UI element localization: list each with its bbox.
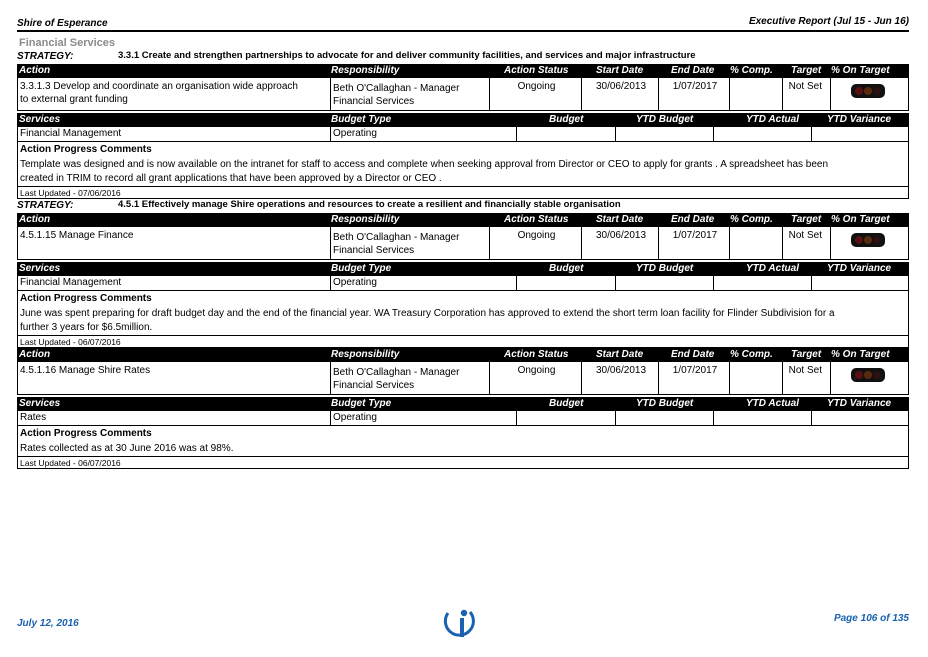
col-header-start-date: Start Date [596, 65, 644, 76]
col-header-comp: % Comp. [730, 349, 773, 360]
col-header-ytd-budget: YTD Budget [636, 263, 694, 274]
traffic-light-icon [851, 233, 885, 247]
col-header-budget: Budget [549, 398, 584, 409]
col-header-ytd-budget: YTD Budget [636, 398, 694, 409]
col-header-end-date: End Date [671, 214, 715, 225]
services-header-bar [17, 113, 909, 127]
comments-text [18, 156, 908, 186]
comments-box [17, 426, 909, 469]
services-cell [18, 411, 330, 425]
col-header-on-target: % On Target [831, 214, 890, 225]
value-status: Ongoing [517, 81, 556, 92]
comments-box [17, 142, 909, 199]
cell-start [581, 362, 658, 394]
value-end: 1/07/2017 [672, 81, 718, 92]
col-header-action: Action [19, 65, 51, 76]
cell-status [489, 227, 581, 259]
red-lamp [855, 236, 863, 244]
last-updated: Last Updated - 06/07/2016 [18, 335, 908, 347]
cell-target [782, 362, 830, 394]
action-header-bar [17, 213, 909, 227]
col-header-action-status: Action Status [504, 214, 569, 225]
service-name: Financial Management [20, 277, 122, 288]
strategy-text: 4.5.1 Effectively manage Shire operations and resources to create a resilient and financially stable organisation [118, 199, 621, 210]
cell-end [658, 227, 729, 259]
services-cell [713, 411, 811, 425]
amber-lamp [864, 236, 872, 244]
services-header-bar [17, 397, 909, 411]
strategy-label: STRATEGY: [17, 51, 74, 62]
col-header-target: Target [791, 214, 822, 225]
services-cell [615, 411, 713, 425]
col-header-ytd-actual: YTD Actual [746, 398, 799, 409]
col-header-services: Services [19, 114, 61, 125]
col-header-ytd-variance: YTD Variance [827, 114, 892, 125]
col-header-end-date: End Date [671, 65, 715, 76]
value-target: Not Set [788, 230, 822, 241]
action-line-1: 3.3.1.3 Develop and coordinate an organisation wide approach [20, 81, 298, 92]
cell-responsibility [330, 362, 489, 394]
strategy-row [17, 199, 909, 213]
services-cell [811, 276, 910, 290]
service-name: Financial Management [20, 128, 122, 139]
col-header-services: Services [19, 398, 61, 409]
col-header-services: Services [19, 263, 61, 274]
strategy-row [17, 50, 909, 64]
cell-target [782, 78, 830, 110]
action-header-bar [17, 348, 909, 362]
col-header-budget-type: Budget Type [331, 398, 392, 409]
red-lamp [855, 371, 863, 379]
col-header-ytd-variance: YTD Variance [827, 263, 892, 274]
col-header-ytd-actual: YTD Actual [746, 114, 799, 125]
cell-start [581, 78, 658, 110]
col-header-start-date: Start Date [596, 214, 644, 225]
footer-date: July 12, 2016 [17, 618, 79, 629]
services-cell [516, 411, 615, 425]
services-cell [713, 276, 811, 290]
action-line-1: 4.5.1.16 Manage Shire Rates [20, 365, 151, 376]
col-header-comp: % Comp. [730, 65, 773, 76]
services-cell [330, 411, 516, 425]
col-header-budget: Budget [549, 263, 584, 274]
services-cell [713, 127, 811, 141]
col-header-ytd-actual: YTD Actual [746, 263, 799, 274]
value-start: 30/06/2013 [595, 365, 647, 376]
comment-line: further 3 years for $6.5million. [20, 322, 153, 333]
services-cell [516, 276, 615, 290]
services-cell [811, 411, 910, 425]
cell-ontarget [830, 227, 910, 259]
col-header-on-target: % On Target [831, 349, 890, 360]
value-start: 30/06/2013 [595, 230, 647, 241]
cell-end [658, 78, 729, 110]
cell-status [489, 362, 581, 394]
page-header [17, 16, 909, 32]
comment-line: created in TRIM to record all grant applications that have been approved by a Director or CEO . [20, 173, 442, 184]
amber-lamp [864, 87, 872, 95]
cell-ontarget [830, 362, 910, 394]
col-header-comp: % Comp. [730, 214, 773, 225]
cell-action [18, 227, 330, 259]
services-cell [330, 127, 516, 141]
action-line-1: 4.5.1.15 Manage Finance [20, 230, 134, 241]
services-cell [516, 127, 615, 141]
services-cell [811, 127, 910, 141]
col-header-budget-type: Budget Type [331, 114, 392, 125]
col-header-action-status: Action Status [504, 65, 569, 76]
responsibility-line-2: Financial Services [333, 96, 415, 107]
budget-type: Operating [333, 277, 377, 288]
col-header-target: Target [791, 65, 822, 76]
comment-line: June was spent preparing for draft budget day and the end of the financial year. WA Treasury Corporation has approved to extend the short term loan facility for Flinder Subdivision for a [20, 308, 835, 319]
col-header-ytd-variance: YTD Variance [827, 398, 892, 409]
i-logo-icon [440, 605, 478, 639]
cell-responsibility [330, 78, 489, 110]
budget-type: Operating [333, 412, 377, 423]
cell-ontarget [830, 78, 910, 110]
last-updated: Last Updated - 07/06/2016 [18, 186, 908, 198]
cell-end [658, 362, 729, 394]
responsibility-line-1: Beth O'Callaghan - Manager [333, 83, 460, 94]
col-header-ytd-budget: YTD Budget [636, 114, 694, 125]
cell-responsibility [330, 227, 489, 259]
cell-action [18, 78, 330, 110]
col-header-action: Action [19, 349, 51, 360]
services-row [17, 276, 909, 291]
value-target: Not Set [788, 81, 822, 92]
services-cell [18, 276, 330, 290]
comment-line: Template was designed and is now available on the intranet for staff to access and complete when seeking approval from Director or CEO to apply for grants . A spreadsheet has been [20, 159, 829, 170]
comments-text [18, 305, 908, 335]
green-lamp [873, 87, 881, 95]
services-header-bar [17, 262, 909, 276]
comments-text [18, 440, 908, 456]
col-header-responsibility: Responsibility [331, 65, 400, 76]
services-cell [18, 127, 330, 141]
last-updated: Last Updated - 06/07/2016 [18, 456, 908, 468]
value-status: Ongoing [517, 230, 556, 241]
services-cell [615, 276, 713, 290]
cell-action [18, 362, 330, 394]
responsibility-line-1: Beth O'Callaghan - Manager [333, 232, 460, 243]
budget-type: Operating [333, 128, 377, 139]
cell-comp [729, 362, 782, 394]
green-lamp [873, 371, 881, 379]
footer-page: Page 106 of 135 [833, 613, 909, 624]
strategy-text: 3.3.1 Create and strengthen partnerships to advocate for and deliver community facilities, and services and major infrastructure [118, 50, 696, 61]
col-header-end-date: End Date [671, 349, 715, 360]
services-cell [330, 276, 516, 290]
org-name: Shire of Esperance [17, 18, 108, 29]
col-header-responsibility: Responsibility [331, 214, 400, 225]
action-row [17, 78, 909, 111]
value-end: 1/07/2017 [672, 230, 718, 241]
comment-line: Rates collected as at 30 June 2016 was at 98%. [20, 443, 234, 454]
service-name: Rates [20, 412, 47, 423]
action-row [17, 227, 909, 260]
col-header-responsibility: Responsibility [331, 349, 400, 360]
action-line-2: to external grant funding [20, 94, 128, 105]
green-lamp [873, 236, 881, 244]
cell-status [489, 78, 581, 110]
services-cell [615, 127, 713, 141]
col-header-budget: Budget [549, 114, 584, 125]
col-header-target: Target [791, 349, 822, 360]
col-header-action: Action [19, 214, 51, 225]
responsibility-line-1: Beth O'Callaghan - Manager [333, 367, 460, 378]
report-title: Executive Report (Jul 15 - Jun 16) [748, 16, 909, 27]
cell-target [782, 227, 830, 259]
traffic-light-icon [851, 368, 885, 382]
comments-heading: Action Progress Comments [20, 144, 152, 155]
col-header-on-target: % On Target [831, 65, 890, 76]
section-title: Financial Services [19, 37, 115, 49]
value-status: Ongoing [517, 365, 556, 376]
comments-heading: Action Progress Comments [20, 293, 152, 304]
col-header-budget-type: Budget Type [331, 263, 392, 274]
value-end: 1/07/2017 [672, 365, 718, 376]
traffic-light-icon [851, 84, 885, 98]
col-header-start-date: Start Date [596, 349, 644, 360]
action-row [17, 362, 909, 395]
value-start: 30/06/2013 [595, 81, 647, 92]
comments-heading: Action Progress Comments [20, 428, 152, 439]
comments-box [17, 291, 909, 348]
cell-comp [729, 227, 782, 259]
responsibility-line-2: Financial Services [333, 245, 415, 256]
report-content [17, 50, 909, 469]
services-row [17, 411, 909, 426]
services-row [17, 127, 909, 142]
red-lamp [855, 87, 863, 95]
cell-comp [729, 78, 782, 110]
cell-start [581, 227, 658, 259]
col-header-action-status: Action Status [504, 349, 569, 360]
action-header-bar [17, 64, 909, 78]
responsibility-line-2: Financial Services [333, 380, 415, 391]
strategy-label: STRATEGY: [17, 200, 74, 211]
value-target: Not Set [788, 365, 822, 376]
amber-lamp [864, 371, 872, 379]
